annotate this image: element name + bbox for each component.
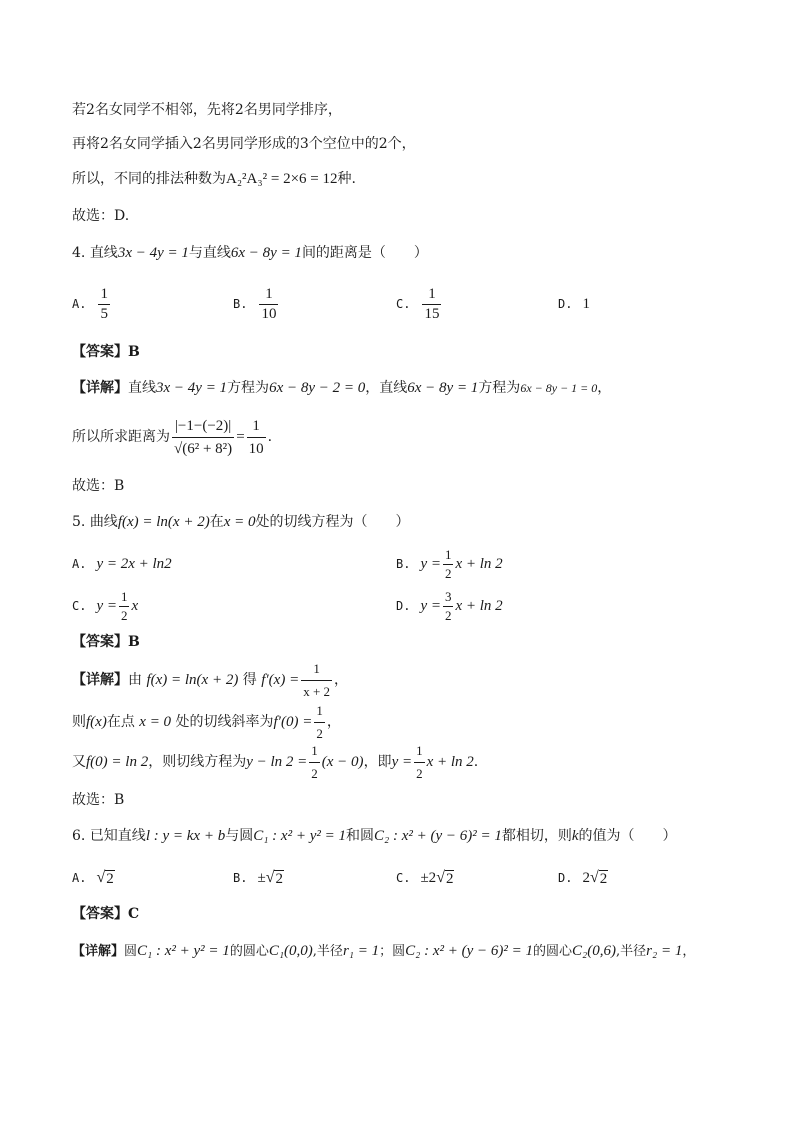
q4-option-c-den: 15 — [424, 305, 440, 322]
q5-detail-expr-2: f′(x) = — [261, 672, 300, 688]
q5-detail-expr-3: f(x) — [86, 714, 107, 730]
q4-option-c-label: C. — [396, 297, 411, 311]
radical-icon: √ — [265, 869, 275, 886]
q5-tangent-num-2: 1 — [416, 742, 423, 758]
q6-detail-tag: 【详解】 — [72, 944, 125, 959]
q3-permutation-expression: A₂²A₃² = 2×6 = 12 — [226, 171, 338, 187]
q5-tangent-num-1: 1 — [311, 742, 318, 758]
q6-option-b-label: B. — [233, 871, 248, 885]
q6-circle-2: C₂ : x² + (y − 6)² = 1 — [373, 828, 502, 844]
q6-stem-text-2: 与圆 — [225, 828, 254, 844]
q5-detail-expr-5: f′(0) = — [273, 714, 313, 730]
q4-line-2: 6x − 8y = 1 — [230, 245, 302, 261]
q4-detail-text-3: ，直线 — [365, 380, 408, 396]
q4-detail-text-1: 直线 — [128, 380, 156, 396]
q5-detail-text-10: ，即 — [363, 754, 392, 770]
q5-derivative-fraction — [301, 659, 332, 702]
q5-option-a-label: A. — [72, 557, 87, 571]
q3-solution-line-1 — [72, 100, 342, 120]
q5-option-b-den: 2 — [444, 565, 452, 581]
q4-option-c — [396, 284, 443, 324]
q4-option-b-num: 1 — [265, 285, 273, 302]
q4-detail-line-1 — [72, 378, 611, 398]
q3-final-answer-text: 故选：D. — [72, 208, 130, 224]
q6-circle-1: C₁ : x² + y² = 1 — [253, 828, 346, 844]
q6-option-d — [558, 858, 608, 898]
q6-option-c — [396, 858, 454, 898]
q5-detail-text-6: 处的切线斜率为 — [175, 714, 274, 730]
q6-option-d-pre: 2 — [582, 869, 590, 886]
q5-option-c-num: 1 — [120, 588, 128, 604]
q3-solution-text-1: 若2名女同学不相邻，先将2名男同学排序， — [72, 102, 342, 118]
radical-icon: √ — [589, 869, 599, 886]
q5-derivative-den: x + 2 — [301, 680, 332, 702]
q4-distance-equals: = — [236, 429, 245, 445]
q6-detail-line-1 — [72, 941, 695, 962]
q5-detail-expr-6: f(0) = ln 2 — [86, 754, 149, 770]
radical-icon: √ — [96, 869, 106, 886]
q6-option-b-radicand: 2 — [275, 871, 283, 887]
q5-detail-line-3 — [72, 744, 478, 780]
q6-detail-expr-1: C₁ : x² + y² = 1 — [137, 943, 230, 959]
q4-final — [72, 476, 124, 496]
q5-final-text: 故选：B — [72, 792, 125, 808]
q5-tangent-den-1: 2 — [309, 762, 320, 784]
q5-detail-text-8: 又 — [72, 754, 86, 770]
q4-options — [72, 284, 762, 324]
q6-stem — [72, 826, 677, 846]
q6-detail-expr-3: r₁ = 1 — [342, 943, 380, 959]
q5-slope-den: 2 — [314, 722, 325, 744]
q4-stem-text-2: 与直线 — [188, 245, 231, 261]
q4-detail-text-5: ， — [597, 380, 612, 396]
q6-detail-text-3: ,半径 — [312, 944, 343, 959]
q4-detail-expr-1: 3x − 4y = 1 — [156, 380, 228, 396]
q5-point: x = 0 — [223, 514, 256, 530]
q5-detail-text-5: 在点 — [106, 714, 135, 730]
q4-option-a-den: 5 — [100, 305, 108, 322]
q4-detail-text-2: 方程为 — [227, 380, 270, 396]
q3-solution-text-3: 所以，不同的排法种数为 — [72, 171, 226, 187]
q5-detail-expr-7: y − ln 2 = — [246, 754, 308, 770]
q4-detail-text-4: 方程为 — [478, 380, 521, 396]
q5-option-c-pre: y = — [96, 597, 117, 614]
q6-option-d-sqrt — [590, 869, 608, 887]
q6-stem-text-4: 都相切，则 — [501, 828, 572, 844]
q6-detail-text-2: 的圆心 — [229, 944, 269, 959]
q5-number: 5. — [72, 514, 86, 530]
q5-detail-expr-8: (x − 0) — [321, 754, 364, 770]
q5-option-b-num: 1 — [444, 546, 452, 562]
q5-detail-expr-9: y = — [391, 754, 413, 770]
q6-detail-text-6: ,半径 — [616, 944, 647, 959]
q4-distance-result — [247, 416, 266, 459]
q3-solution-text-2: 再将2名女同学插入2名男同学形成的3个空位中的2个， — [72, 136, 416, 152]
q6-option-c-radicand: 2 — [445, 871, 454, 887]
q4-detail-expr-2: 6x − 8y − 2 = 0 — [269, 380, 366, 396]
q6-detail-text-5: 的圆心 — [533, 944, 573, 959]
q4-distance-fraction — [172, 416, 234, 459]
q5-slope-fraction — [314, 701, 325, 744]
q4-line-1: 3x − 4y = 1 — [117, 245, 189, 261]
q5-derivative-num: 1 — [313, 660, 320, 676]
q5-detail-text-4: 则 — [72, 714, 86, 730]
q5-final — [72, 790, 124, 810]
q6-detail-expr-6: r₂ = 1 — [646, 943, 683, 959]
q5-option-d-label: D. — [396, 599, 411, 613]
radical-icon: √ — [436, 869, 445, 886]
q6-detail-text-4: ；圆 — [379, 944, 406, 959]
q4-number: 4. — [72, 245, 86, 261]
q6-option-d-radicand: 2 — [599, 871, 608, 887]
q4-option-b-label: B. — [233, 297, 248, 311]
q5-tangent-den-2: 2 — [414, 762, 425, 784]
q6-detail-expr-2: C₁(0,0) — [268, 943, 313, 959]
q6-detail-text-1: 圆 — [124, 944, 138, 959]
q6-detail-expr-4: C₂ : x² + (y − 6)² = 1 — [405, 943, 534, 959]
q5-option-d-den: 2 — [444, 607, 452, 623]
q5-option-c-fraction — [119, 589, 130, 624]
q5-detail-text-11: . — [473, 754, 479, 770]
q6-option-a — [72, 858, 115, 898]
q5-option-c — [72, 586, 138, 626]
q6-option-a-radicand: 2 — [106, 871, 114, 887]
q5-option-c-label: C. — [72, 599, 87, 613]
q6-option-a-sqrt — [96, 869, 114, 887]
q5-options-row-1 — [72, 544, 762, 584]
q5-option-b-label: B. — [396, 557, 411, 571]
q3-solution-text-4: 种. — [337, 171, 356, 187]
q5-options-row-2 — [72, 586, 762, 626]
q4-final-text: 故选：B — [72, 478, 125, 494]
q4-option-a-label: A. — [72, 297, 87, 311]
q5-detail-text-2: 得 — [242, 672, 257, 688]
q4-option-d-value: 1 — [582, 295, 590, 312]
q4-option-c-fraction — [422, 286, 441, 323]
q4-distance-period: . — [267, 429, 273, 445]
q4-answer-text: 【答案】B — [72, 344, 140, 360]
q4-option-b-fraction — [259, 286, 278, 323]
q4-detail-expr-3: 6x − 8y = 1 — [407, 380, 479, 396]
q5-answer — [72, 632, 140, 652]
q6-option-b-sqrt — [266, 869, 284, 887]
q4-distance-result-num: 1 — [252, 417, 260, 434]
q5-stem-text-2: 在 — [209, 514, 224, 530]
q5-answer-text: 【答案】B — [72, 634, 140, 650]
q4-detail-tag: 【详解】 — [72, 380, 128, 396]
q3-solution-line-3 — [72, 169, 356, 189]
q4-answer — [72, 342, 140, 362]
q4-distance-result-den: 10 — [247, 437, 266, 459]
q4-detail-line-2 — [72, 414, 272, 460]
q5-stem-text-1: 曲线 — [89, 514, 118, 530]
q5-tangent-fraction-1 — [309, 741, 320, 784]
q5-detail-expr-1: f(x) = ln(x + 2) — [146, 672, 239, 688]
q4-option-c-num: 1 — [428, 285, 436, 302]
q5-option-b-fraction — [443, 547, 454, 582]
q6-stem-text-5: 的值为（ ） — [578, 828, 677, 844]
q6-stem-text-1: 已知直线 — [89, 828, 146, 844]
q5-detail-expr-4: x = 0 — [139, 714, 172, 730]
q4-stem-text-1: 直线 — [89, 245, 118, 261]
q4-stem — [72, 243, 428, 263]
q6-answer — [72, 904, 139, 924]
q5-option-a-expr: y = 2x + ln2 — [96, 555, 172, 572]
q5-option-d-num: 3 — [444, 588, 452, 604]
q6-k: k — [571, 828, 579, 844]
q4-distance-denominator: √(6² + 8²) — [172, 437, 234, 459]
q6-option-c-sqrt — [436, 869, 454, 887]
q4-option-b-den: 10 — [261, 305, 277, 322]
q6-detail-expr-5: C₂(0,6) — [572, 943, 617, 959]
q5-detail-tag: 【详解】 — [72, 672, 128, 688]
q5-detail-text-1: 由 — [128, 672, 142, 688]
q5-option-c-post: x — [131, 597, 139, 614]
q5-stem — [72, 512, 409, 532]
q3-solution-line-2 — [72, 134, 416, 154]
q6-stem-text-3: 和圆 — [345, 828, 374, 844]
q4-option-a-num: 1 — [100, 285, 108, 302]
q6-line-expr: l : y = kx + b — [145, 828, 226, 844]
q6-detail-text-7: ， — [682, 944, 696, 959]
q4-option-d-label: D. — [558, 297, 573, 311]
q4-option-a-fraction — [98, 286, 110, 323]
q5-option-b — [396, 544, 503, 584]
q5-option-d-pre: y = — [420, 597, 441, 614]
q5-detail-text-3: ， — [334, 672, 349, 688]
q4-distance-numerator: |−1−(−2)| — [174, 417, 232, 434]
q5-slope-num: 1 — [316, 702, 323, 718]
q3-final-answer — [72, 206, 129, 226]
q5-option-d — [396, 586, 503, 626]
q4-distance-text: 所以所求距离为 — [72, 429, 170, 445]
q6-option-b — [233, 858, 284, 898]
q5-option-d-fraction — [443, 589, 454, 624]
q6-option-d-label: D. — [558, 871, 573, 885]
q4-option-a — [72, 284, 112, 324]
q5-option-d-post: x + ln 2 — [455, 597, 503, 614]
q6-option-b-pre: ± — [257, 869, 266, 886]
q6-option-a-label: A. — [72, 871, 87, 885]
q5-tangent-fraction-2 — [414, 741, 425, 784]
q4-stem-text-3: 间的距离是（ ） — [301, 245, 428, 261]
q5-option-c-den: 2 — [120, 607, 128, 623]
q6-option-c-label: C. — [396, 871, 411, 885]
q5-detail-text-7: ， — [326, 714, 341, 730]
q5-detail-line-2 — [72, 704, 341, 740]
q5-stem-text-3: 处的切线方程为（ ） — [255, 514, 410, 530]
q6-answer-text: 【答案】C — [72, 906, 140, 922]
q4-detail-expr-4: 6x − 8y − 1 = 0 — [520, 381, 598, 395]
q5-detail-expr-10: x + ln 2 — [426, 754, 474, 770]
q4-option-d — [558, 284, 590, 324]
q6-number: 6. — [72, 828, 86, 844]
q5-option-b-pre: y = — [420, 555, 441, 572]
q6-option-c-pre: ±2 — [420, 869, 437, 886]
q4-option-b — [233, 284, 280, 324]
q5-detail-line-1 — [72, 662, 348, 698]
q5-function: f(x) = ln(x + 2) — [117, 514, 210, 530]
q5-option-b-post: x + ln 2 — [455, 555, 503, 572]
q5-detail-text-9: ，则切线方程为 — [148, 754, 247, 770]
q5-option-a — [72, 544, 172, 584]
q6-options — [72, 858, 762, 898]
